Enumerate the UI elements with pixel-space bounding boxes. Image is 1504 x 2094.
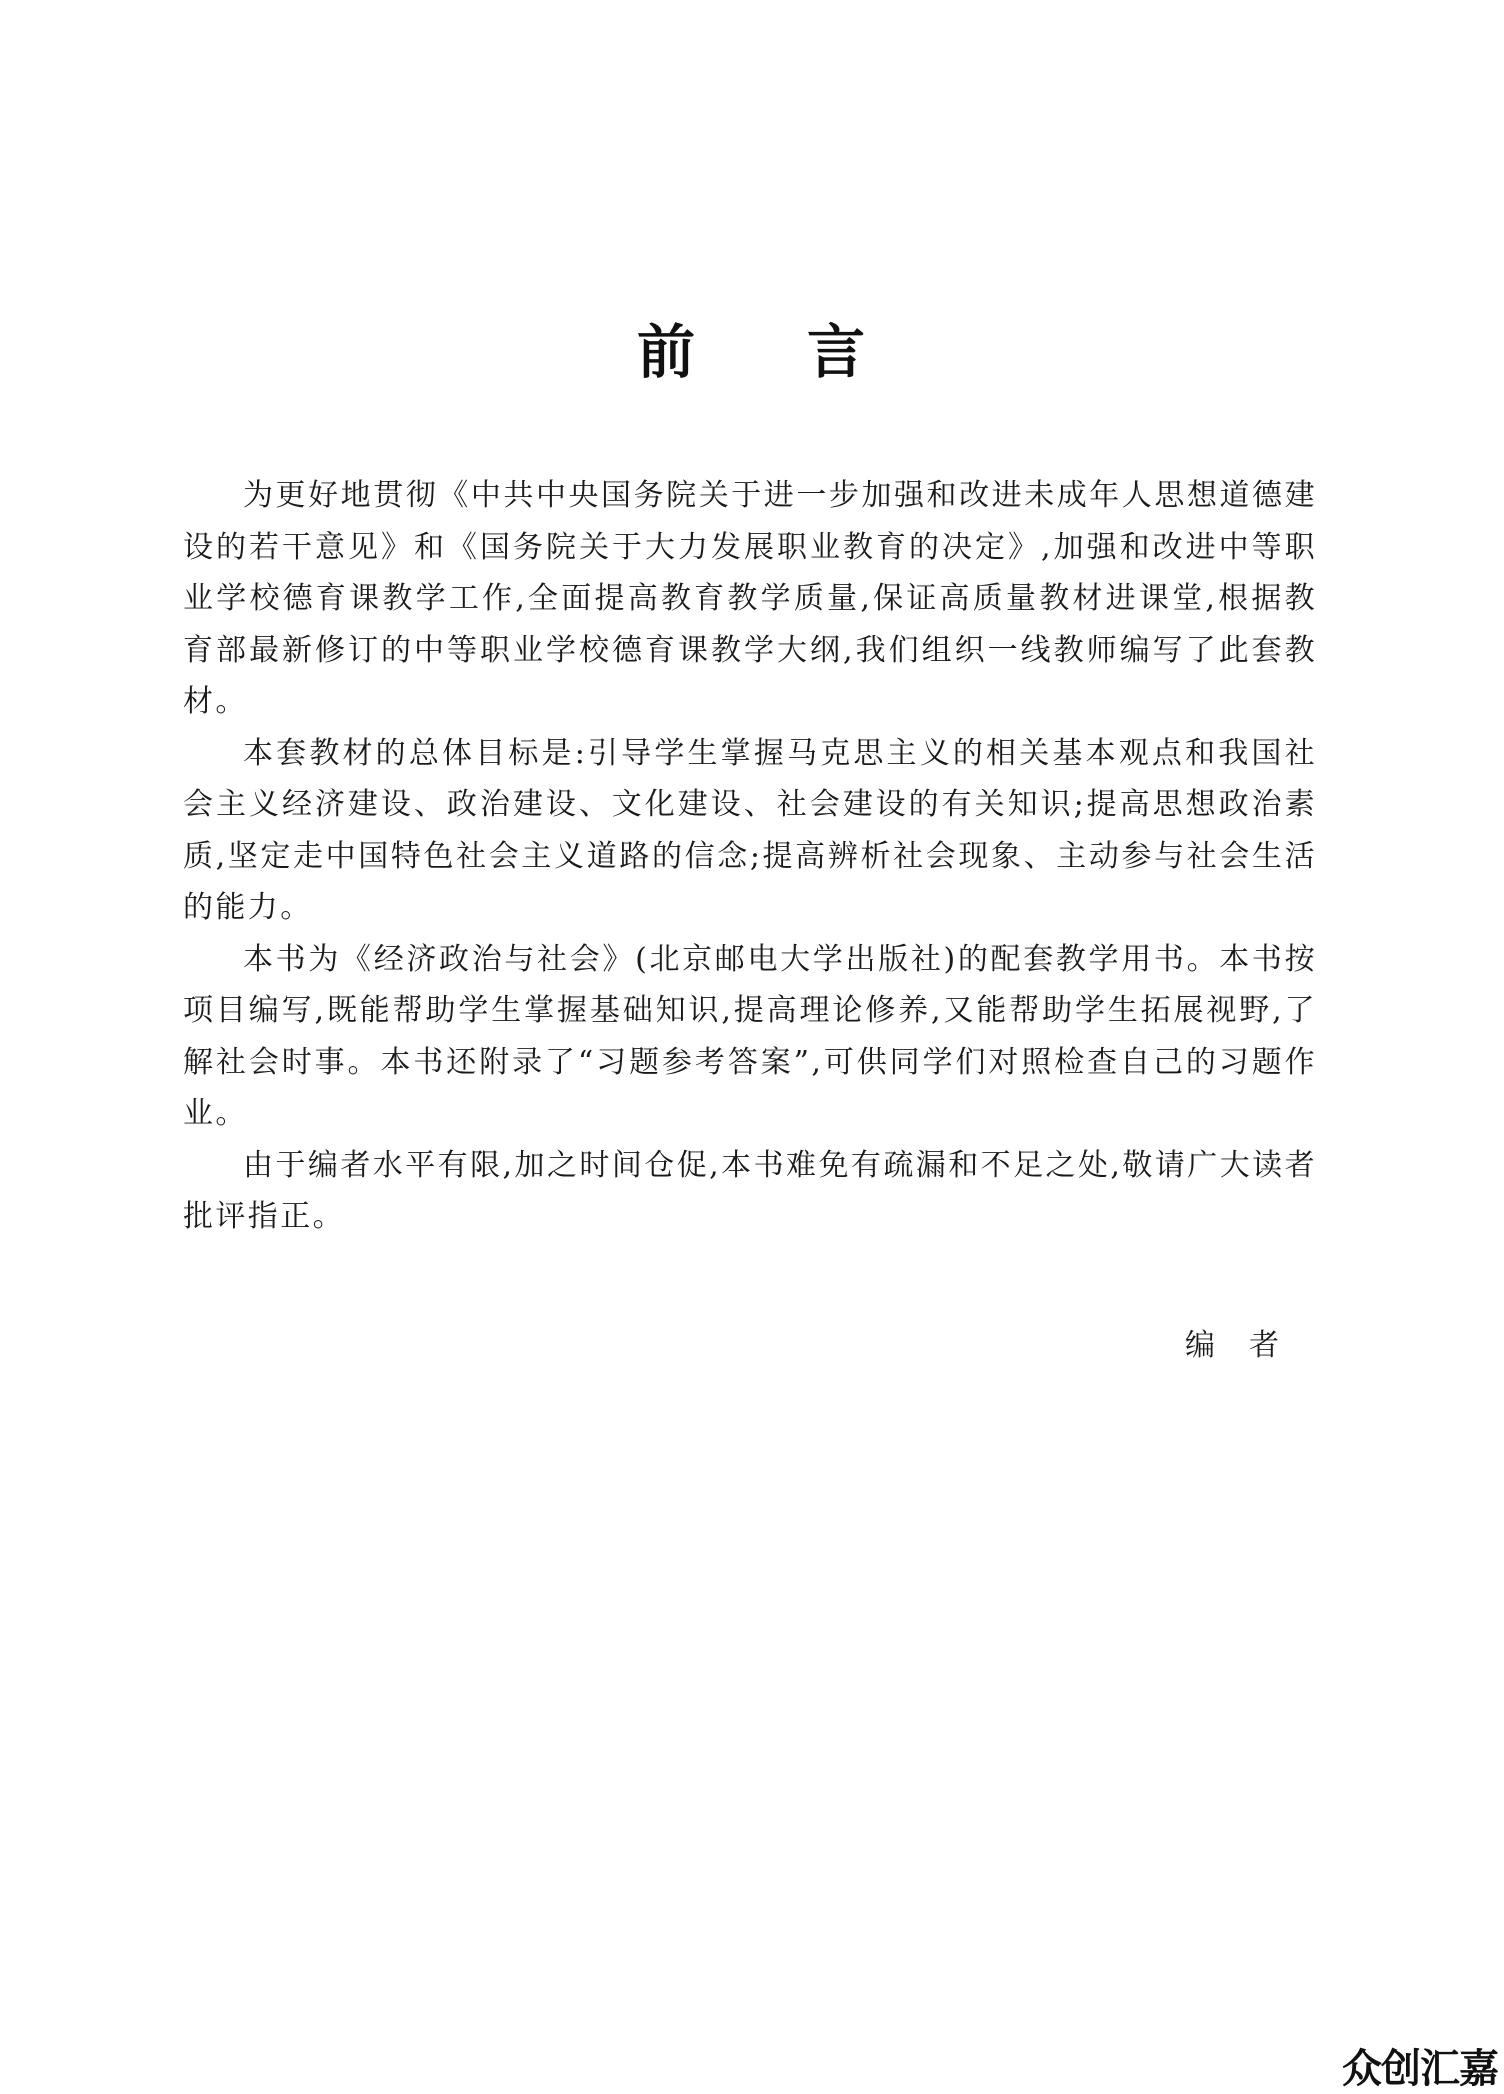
page-title [0, 305, 1504, 389]
paragraph-1: 为更好地贯彻《中共中央国务院关于进一步加强和改进未成年人思想道德建设的若干意见》和《国务院关于大力发展职业教育的决定》,加强和改进中等职业学校德育课教学工作,全面提高教育教学质量,保证高质量教材进课堂,根据教育部最新修订的中等职业学校德育课教学大纲,我们组织一线教师编写了此套教材。 [183, 478, 1317, 719]
paragraph-4: 由于编者水平有限,加之时间仓促,本书难免有疏漏和不足之处,敬请广大读者批评指正。 [183, 1147, 1317, 1234]
title-char-1: 前 [636, 318, 697, 386]
watermark-logo: 众创汇嘉 [1342, 2046, 1498, 2092]
paragraph-3: 本书为《经济政治与社会》(北京邮电大学出版社)的配套教学用书。本书按项目编写,既能帮助学生掌握基础知识,提高理论修养,又能帮助学生拓展视野,了解社会时事。本书还附录了“习题参考答案”,可供同学们对照检查自己的习题作业。 [183, 941, 1317, 1131]
preface-body [183, 470, 1317, 1243]
title-char-2: 言 [807, 318, 868, 386]
signature: 编者 [1185, 1328, 1313, 1363]
paragraph-2: 本套教材的总体目标是:引导学生掌握马克思主义的相关基本观点和我国社会主义经济建设、政治建设、文化建设、社会建设的有关知识;提高思想政治素质,坚定走中国特色社会主义道路的信念;提高辨析社会现象、主动参与社会生活的能力。 [183, 735, 1317, 925]
